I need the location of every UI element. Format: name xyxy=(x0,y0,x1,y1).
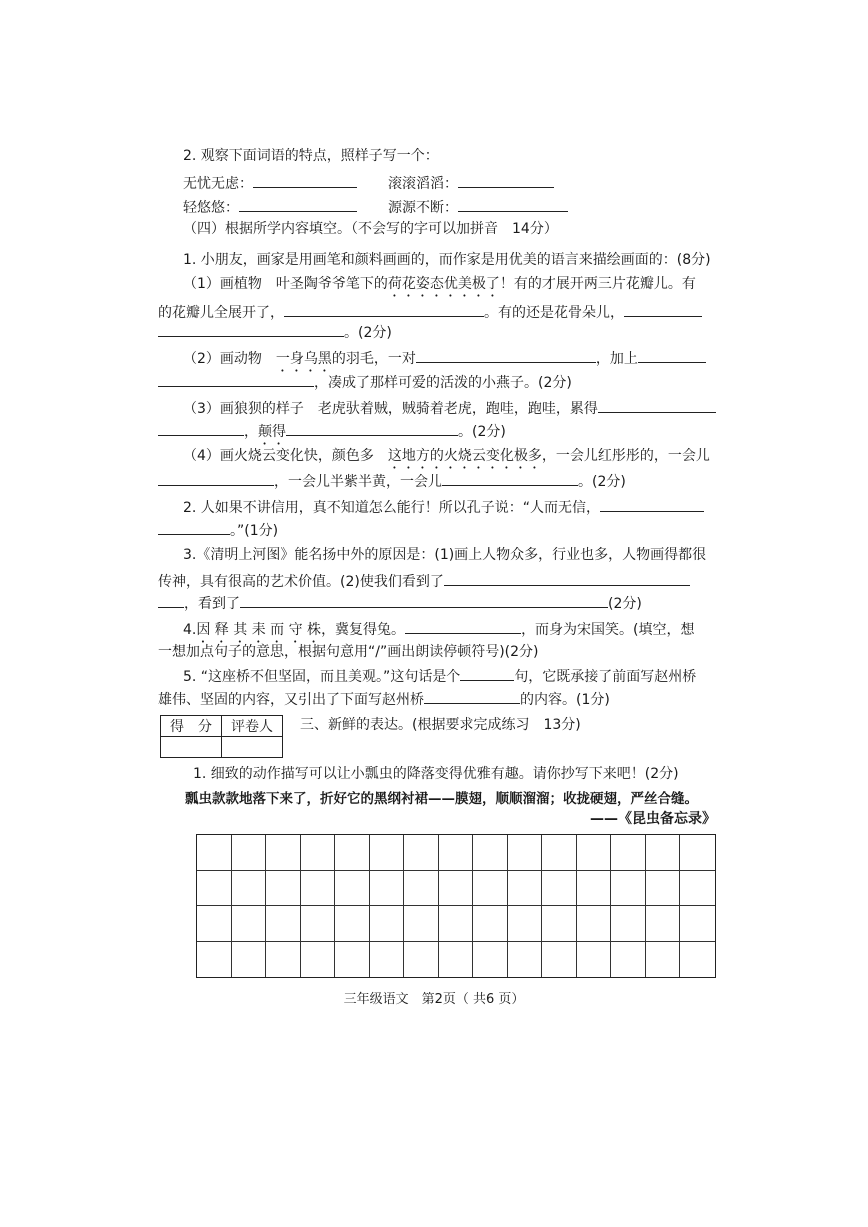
q2-blank-b1[interactable] xyxy=(239,197,357,212)
s4-p2-a: （2）画动物 xyxy=(183,351,276,367)
grid-cell[interactable] xyxy=(335,906,370,942)
grid-cell[interactable] xyxy=(473,906,508,942)
writing-grid[interactable] xyxy=(196,834,716,978)
grid-cell[interactable] xyxy=(611,906,646,942)
grid-cell[interactable] xyxy=(232,942,267,978)
s4-p3-line2 xyxy=(158,421,506,448)
grid-cell[interactable] xyxy=(439,906,474,942)
s4-p1-line1 xyxy=(183,275,696,300)
grid-cell[interactable] xyxy=(370,835,405,871)
s4-p1-blank2[interactable] xyxy=(624,302,702,317)
s4-p2-line1 xyxy=(183,348,706,375)
grid-cell[interactable] xyxy=(508,835,543,871)
grid-cell[interactable] xyxy=(508,871,543,907)
s4-q4-a: 4. xyxy=(183,622,197,638)
s4-p1-d: 。有的还是花骨朵儿， xyxy=(484,305,624,321)
grid-cell[interactable] xyxy=(508,942,543,978)
s4-q3-line1: 3.《清明上河图》能名扬中外的原因是：(1)画上人物众多，行业也多，人物画得都很 xyxy=(183,547,707,563)
grid-cell[interactable] xyxy=(680,835,715,871)
grid-cell[interactable] xyxy=(370,871,405,907)
q2-word-b2: 源源不断： xyxy=(388,200,458,216)
grid-cell[interactable] xyxy=(232,906,267,942)
grid-cell[interactable] xyxy=(680,906,715,942)
grid-cell[interactable] xyxy=(301,871,336,907)
grid-cell[interactable] xyxy=(232,835,267,871)
s4-q3-line2 xyxy=(158,571,690,591)
q2-word-a1: 无忧无虑： xyxy=(183,176,253,192)
s4-p2-c: ，加上 xyxy=(595,351,638,367)
grid-cell[interactable] xyxy=(577,835,612,871)
s4-p2-b: 的羽毛，一对 xyxy=(331,351,416,367)
s4-q5-line1 xyxy=(183,666,696,686)
s4-p1-line2 xyxy=(158,302,702,322)
s4-q2-blank1[interactable] xyxy=(600,497,704,512)
s4-q2-blank2[interactable] xyxy=(158,520,230,535)
s4-q2-line2 xyxy=(158,520,278,540)
grid-cell[interactable] xyxy=(197,871,232,907)
s4-p4-dotted: 这地方的火烧云变化极多 xyxy=(387,448,542,464)
s4-p3-a: （3）画狼狈的样子 老虎驮着贼，贼骑着老虎，跑哇，跑哇，累得 xyxy=(183,401,598,417)
s4-q3-line3 xyxy=(158,593,642,613)
grid-cell[interactable] xyxy=(577,871,612,907)
q2-row2-right xyxy=(388,197,568,217)
grader-cell[interactable] xyxy=(222,737,283,758)
grid-cell[interactable] xyxy=(266,871,301,907)
grid-cell[interactable] xyxy=(335,835,370,871)
q2-title: 2. 观察下面词语的特点，照样子写一个： xyxy=(183,148,439,164)
s4-q4-dotted: 因 释 其 耒 而 守 株 xyxy=(196,622,322,638)
s4-q5-b: 句，它既承接了前面写赵州桥 xyxy=(514,669,697,685)
grid-cell[interactable] xyxy=(301,906,336,942)
grid-cell[interactable] xyxy=(232,871,267,907)
s4-q4-blank[interactable] xyxy=(405,619,521,634)
s4-p3-line1 xyxy=(183,398,716,418)
s4-q4-line1 xyxy=(183,619,695,646)
grid-cell[interactable] xyxy=(577,906,612,942)
q2-word-b1: 轻悠悠： xyxy=(183,200,239,216)
q2-blank-a1[interactable] xyxy=(253,173,357,188)
s4-p2-line2 xyxy=(158,372,572,392)
s4-p4-line1 xyxy=(183,447,710,472)
grid-cell[interactable] xyxy=(473,835,508,871)
grid-cell[interactable] xyxy=(542,835,577,871)
s4-q2-line1 xyxy=(183,497,704,517)
grid-cell[interactable] xyxy=(404,871,439,907)
grid-cell[interactable] xyxy=(335,942,370,978)
s4-p4-c: ，一会儿半紫半黄，一会儿 xyxy=(274,474,442,490)
grid-cell[interactable] xyxy=(577,942,612,978)
score-header: 得 分 xyxy=(161,716,222,737)
grid-cell[interactable] xyxy=(473,942,508,978)
s4-p2-d: ，凑成了那样可爱的活泼的小燕子。(2分) xyxy=(314,375,572,391)
s4-p1-b: ！有的才展开两三片花瓣儿。有 xyxy=(499,276,696,292)
s3-q1: 1. 细致的动作描写可以让小瓢虫的降落变得优雅有趣。请你抄写下来吧！(2分) xyxy=(193,766,679,782)
s4-q3-b: 传神，具有很高的艺术价值。(2)使我们看到了 xyxy=(158,574,444,590)
s4-p1-blank1[interactable] xyxy=(284,302,484,317)
s4-q5-blank1[interactable] xyxy=(460,666,514,681)
grader-header: 评卷人 xyxy=(222,716,283,737)
grid-cell[interactable] xyxy=(301,942,336,978)
grid-cell[interactable] xyxy=(439,942,474,978)
grid-cell[interactable] xyxy=(301,835,336,871)
grid-cell[interactable] xyxy=(197,906,232,942)
s4-p4-blank1[interactable] xyxy=(158,471,274,486)
grid-cell[interactable] xyxy=(370,942,405,978)
q2-word-a2: 滚滚滔滔： xyxy=(388,176,458,192)
s4-p1-blank3[interactable] xyxy=(158,322,344,337)
grid-cell[interactable] xyxy=(335,871,370,907)
s4-p1-a: （1）画植物 叶圣陶爷爷笔下的 xyxy=(183,276,388,292)
page-footer: 三年级语文 第2页（ 共6 页） xyxy=(343,992,525,1007)
grid-cell[interactable] xyxy=(646,942,681,978)
s4-q4-c: ，而身为宋国笑。(填空，想 xyxy=(521,622,695,638)
q2-row1-left xyxy=(183,173,357,193)
grid-cell[interactable] xyxy=(680,942,715,978)
s4-q4-line2: 一想加点句子的意思，根据句意用“/”画出朗读停顿符号)(2分) xyxy=(158,644,539,660)
score-cell[interactable] xyxy=(161,737,222,758)
s4-p3-blank3[interactable] xyxy=(286,421,458,436)
s4-q4-b: ，冀复得兔。 xyxy=(321,622,406,638)
grid-cell[interactable] xyxy=(404,835,439,871)
grid-cell[interactable] xyxy=(473,871,508,907)
grid-cell[interactable] xyxy=(611,835,646,871)
s4-q3-blank3[interactable] xyxy=(240,593,608,608)
s4-q1-title: 1. 小朋友，画家是用画笔和颜料画画的，而作家是用优美的语言来描绘画面的：(8分) xyxy=(183,252,711,268)
grid-cell[interactable] xyxy=(646,871,681,907)
s4-p1-c: 的花瓣儿全展开了， xyxy=(158,305,284,321)
s4-q5-blank2[interactable] xyxy=(424,689,520,704)
q2-row2-left xyxy=(183,197,357,217)
s4-p1-line3 xyxy=(158,322,392,342)
grid-cell[interactable] xyxy=(611,942,646,978)
grid-cell[interactable] xyxy=(439,835,474,871)
grid-cell[interactable] xyxy=(542,942,577,978)
section-3-title: 三、新鲜的表达。(根据要求完成练习 13分) xyxy=(300,717,581,733)
s4-q5-line2 xyxy=(158,689,610,709)
s4-p1-dotted: 荷花姿态优美极了 xyxy=(387,276,500,292)
grid-cell[interactable] xyxy=(542,871,577,907)
s4-q3-c: ，看到了 xyxy=(184,596,240,612)
s4-p2-dotted: 一身乌黑 xyxy=(275,351,332,367)
grid-cell[interactable] xyxy=(266,906,301,942)
q2-blank-a2[interactable] xyxy=(458,173,554,188)
s4-p3-blank1[interactable] xyxy=(598,398,716,413)
grid-cell[interactable] xyxy=(266,942,301,978)
grid-cell[interactable] xyxy=(680,871,715,907)
grid-cell[interactable] xyxy=(646,906,681,942)
grid-cell[interactable] xyxy=(370,906,405,942)
s4-p2-blank2[interactable] xyxy=(638,348,706,363)
q2-row1-right xyxy=(388,173,554,193)
s4-q3-blank1[interactable] xyxy=(444,571,690,586)
grid-cell[interactable] xyxy=(542,906,577,942)
grid-cell[interactable] xyxy=(404,942,439,978)
s4-q5-d: 的内容。(1分) xyxy=(520,692,610,708)
s4-p4-b: ，一会儿红彤彤的，一会儿 xyxy=(541,448,710,464)
s4-p2-blank1[interactable] xyxy=(416,348,596,363)
s4-p4-a: （4）画火烧云变化快，颜色多 xyxy=(183,448,388,464)
s3-quote: 瓢虫款款地落下来了，折好它的黑纲衬裙——膜翅，顺顺溜溜；收拢硬翅，严丝合缝。 xyxy=(185,791,698,807)
s4-q5-c: 雄伟、坚固的内容，又引出了下面写赵州桥 xyxy=(158,692,424,708)
s4-p3-blank2[interactable] xyxy=(158,421,244,436)
section-4-title: （四）根据所学内容填空。（不会写的字可以加拼音 14分） xyxy=(183,221,558,237)
s4-q2-b: 。”(1分) xyxy=(230,523,279,539)
q2-blank-b2[interactable] xyxy=(458,197,568,212)
grid-cell[interactable] xyxy=(439,871,474,907)
grid-cell[interactable] xyxy=(197,835,232,871)
s4-p1-e: 。(2分) xyxy=(344,325,392,341)
s4-q2-a: 2. 人如果不讲信用，真不知道怎么能行！所以孔子说：“人而无信， xyxy=(183,500,601,516)
s4-p2-blank3[interactable] xyxy=(158,372,314,387)
s4-p3-c: 。(2分) xyxy=(458,424,506,440)
s4-p4-d: 。(2分) xyxy=(578,474,626,490)
s3-source: ——《昆虫备忘录》 xyxy=(590,811,716,827)
grid-cell[interactable] xyxy=(611,871,646,907)
s4-q3-d: (2分) xyxy=(608,596,642,612)
grid-cell[interactable] xyxy=(197,942,232,978)
score-table xyxy=(160,715,283,758)
s4-p4-line2 xyxy=(158,471,626,491)
s4-p3-b: ， xyxy=(244,424,258,440)
s4-q3-blank2[interactable] xyxy=(158,593,184,608)
s4-p4-blank2[interactable] xyxy=(442,471,578,486)
grid-cell[interactable] xyxy=(646,835,681,871)
s4-q5-a: 5. “这座桥不但坚固，而且美观。”这句话是个 xyxy=(183,669,461,685)
grid-cell[interactable] xyxy=(508,906,543,942)
grid-cell[interactable] xyxy=(404,906,439,942)
s4-p3-dotted: 颠得 xyxy=(258,424,286,440)
grid-cell[interactable] xyxy=(266,835,301,871)
